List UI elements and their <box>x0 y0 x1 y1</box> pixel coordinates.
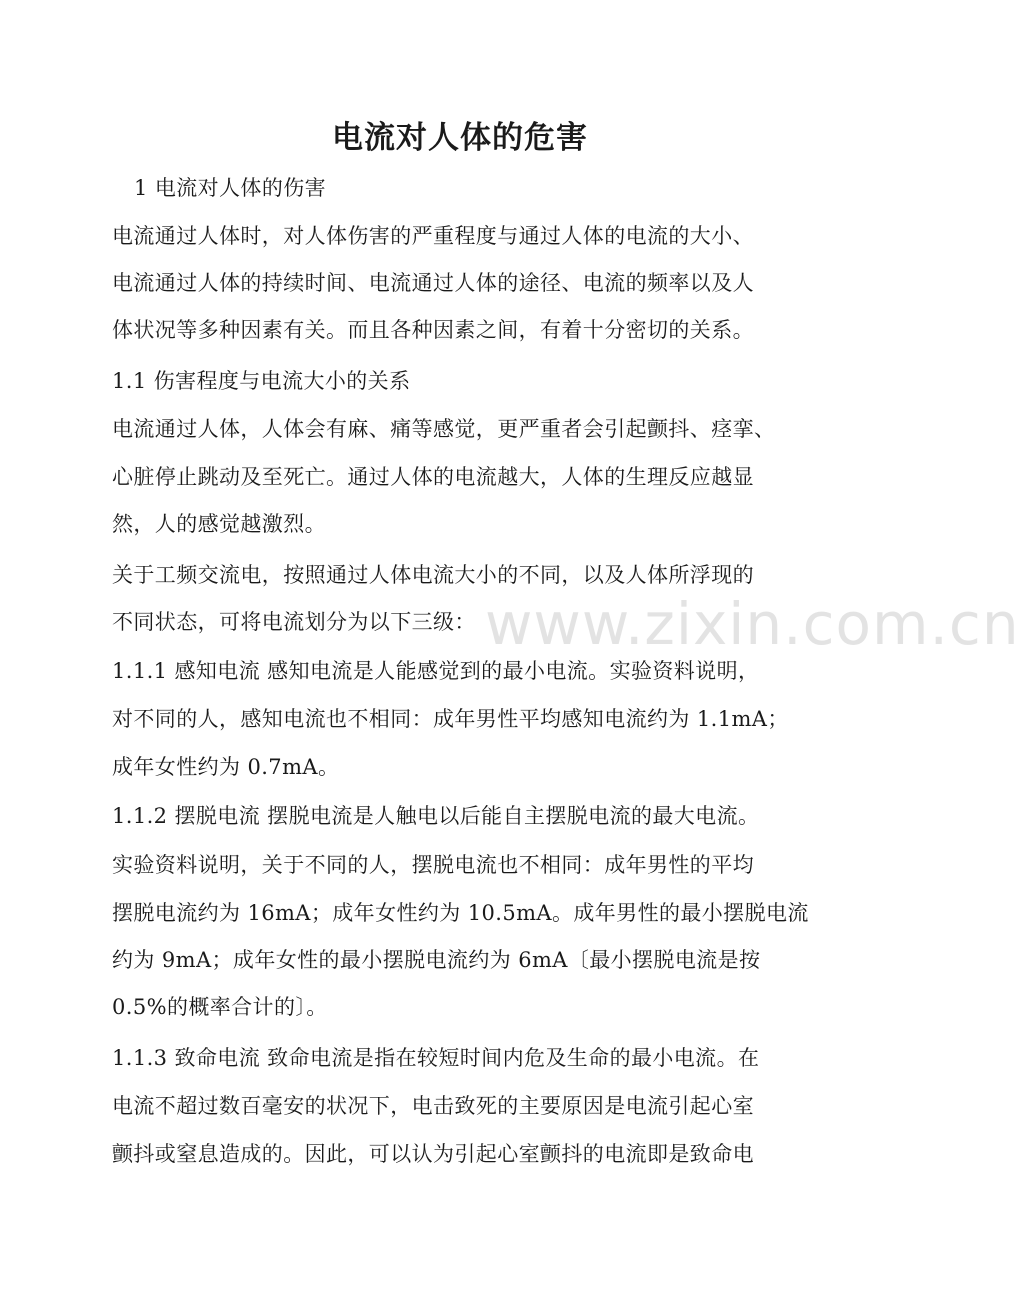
paragraph-line: 心脏停止跳动及至死亡。通过人体的电流越大，人体的生理反应越显 <box>112 465 754 489</box>
paragraph-line: 0.5%的概率合计的〕。 <box>112 995 328 1019</box>
page-title: 电流对人体的危害 <box>332 120 588 156</box>
section-1-1-3-line: 1.1.3 致命电流 致命电流是指在较短时间内危及生命的最小电流。在 <box>112 1046 760 1070</box>
paragraph-line: 体状况等多种因素有关。而且各种因素之间，有着十分密切的关系。 <box>112 318 754 342</box>
paragraph-line: 颤抖或窒息造成的。因此，可以认为引起心室颤抖的电流即是致命电 <box>112 1142 754 1166</box>
watermark: www.zixin.com.cn <box>485 590 1020 658</box>
paragraph-line: 关于工频交流电，按照通过人体电流大小的不同，以及人体所浮现的 <box>112 563 754 587</box>
paragraph-line: 电流通过人体的持续时间、电流通过人体的途径、电流的频率以及人 <box>112 271 754 295</box>
section-1-1-1-line: 1.1.1 感知电流 感知电流是人能感觉到的最小电流。实验资料说明， <box>112 659 760 683</box>
paragraph-line: 然，人的感觉越激烈。 <box>112 512 326 536</box>
paragraph-line: 摆脱电流约为 16mA；成年女性约为 10.5mA。成年男性的最小摆脱电流 <box>112 901 809 925</box>
paragraph-line: 实验资料说明，关于不同的人，摆脱电流也不相同：成年男性的平均 <box>112 853 754 877</box>
section-heading-1: 1 电流对人体的伤害 <box>134 176 327 200</box>
paragraph-line: 电流不超过数百毫安的状况下，电击致死的主要原因是电流引起心室 <box>112 1094 754 1118</box>
paragraph-line: 对不同的人，感知电流也不相同：成年男性平均感知电流约为 1.1mA； <box>112 707 789 731</box>
section-heading-1-1: 1.1 伤害程度与电流大小的关系 <box>112 369 411 393</box>
paragraph-line: 电流通过人体，人体会有麻、痛等感觉，更严重者会引起颤抖、痉挛、 <box>112 417 776 441</box>
paragraph-line: 成年女性约为 0.7mA。 <box>112 755 340 779</box>
paragraph-line: 约为 9mA；成年女性的最小摆脱电流约为 6mA〔最小摆脱电流是按 <box>112 948 761 972</box>
paragraph-line: 电流通过人体时，对人体伤害的严重程度与通过人体的电流的大小、 <box>112 224 754 248</box>
paragraph-line: 不同状态，可将电流划分为以下三级： <box>112 610 476 634</box>
section-1-1-2-line: 1.1.2 摆脱电流 摆脱电流是人触电以后能自主摆脱电流的最大电流。 <box>112 804 760 828</box>
